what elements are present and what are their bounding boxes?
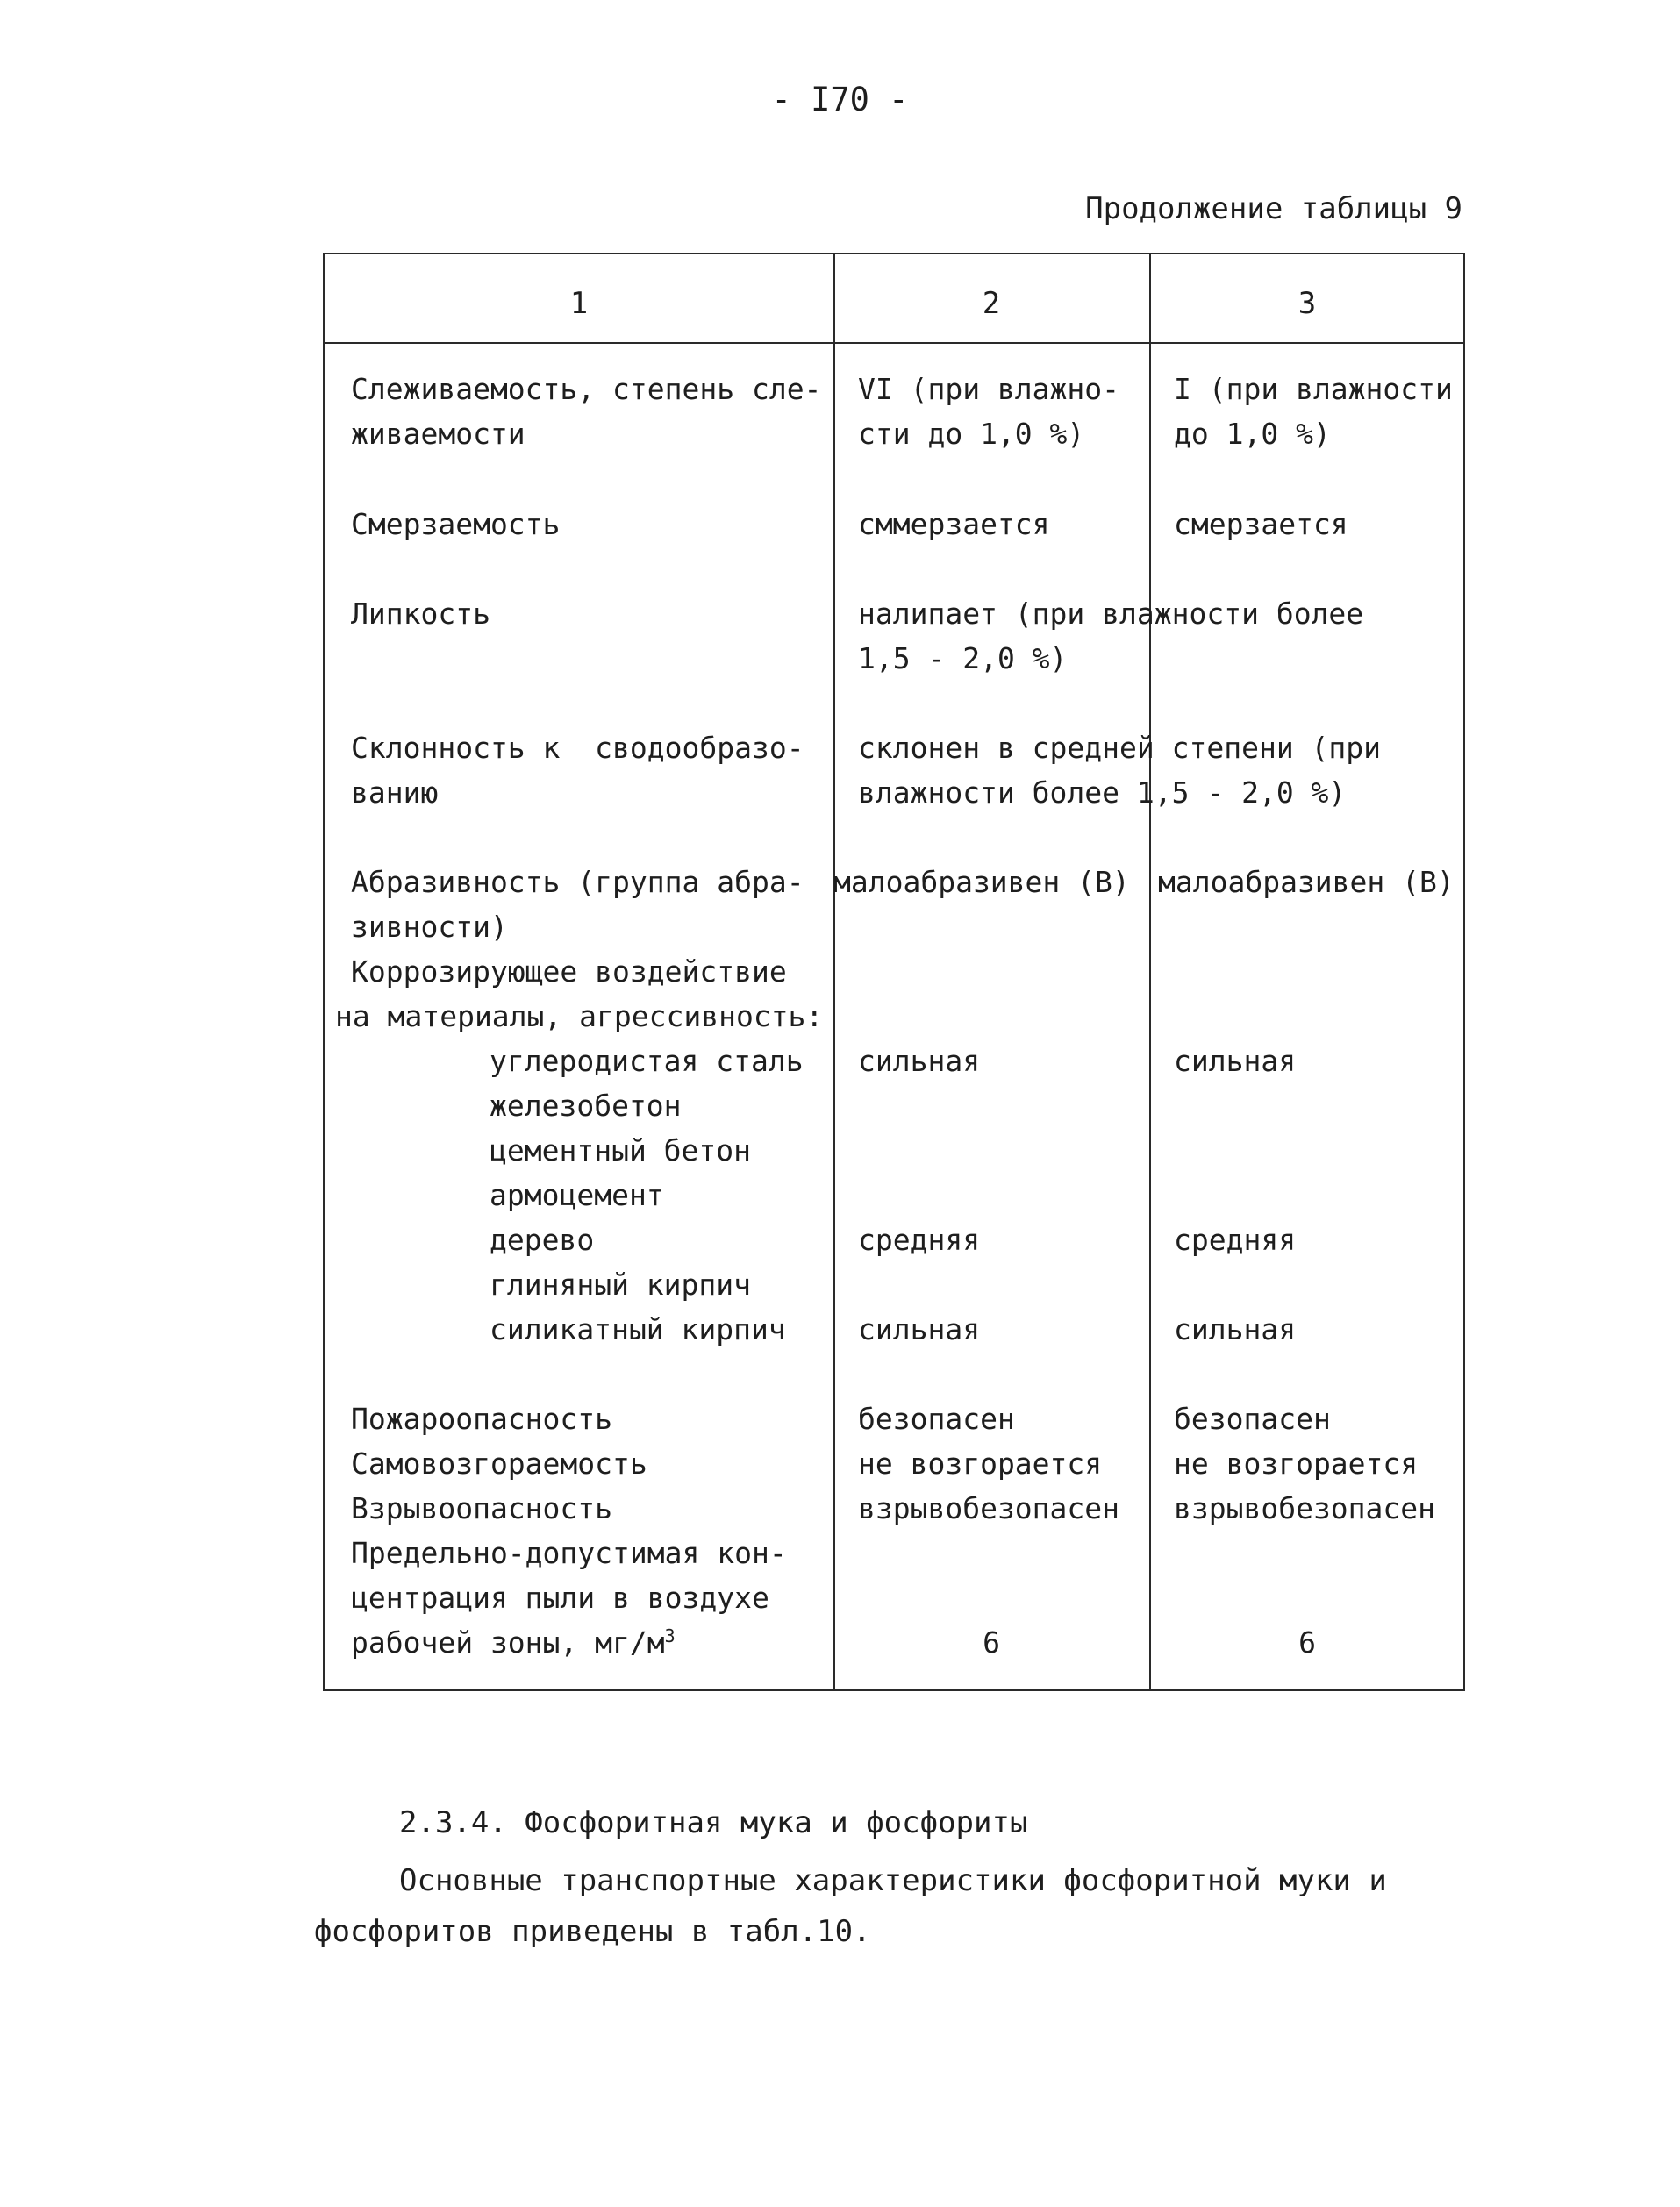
table-caption: Продолжение таблицы 9 (1085, 191, 1462, 226)
text-line: рабочей зоны, мг/м (351, 1625, 665, 1660)
cell-abrasive-col2: малоабразивен (В) (833, 865, 1130, 899)
cell-abrasive-col3: малоабразивен (В) (1158, 865, 1455, 899)
page-number: - I70 - (771, 81, 909, 118)
body-paragraph (314, 1855, 1455, 1957)
column-divider (1149, 254, 1151, 1689)
text-line: Предельно-допустимая кон- (351, 1536, 787, 1570)
material-clay-brick: глиняный кирпич (490, 1268, 752, 1302)
cell-wood-col2: средняя (858, 1223, 981, 1257)
cell-explosion-col3: взрывобезопасен (1174, 1491, 1436, 1525)
data-table (323, 253, 1465, 1691)
row-label-explosion-hazard: Взрывоопасность (351, 1491, 613, 1525)
cell-wood-col3: средняя (1174, 1223, 1297, 1257)
column-divider (833, 254, 835, 1689)
paragraph-text: Основные транспортные характеристики фосфоритной муки и фосфоритов приведены в табл.10. (314, 1863, 1387, 1949)
header-col-1: 1 (569, 286, 589, 321)
cell-caking-col3 (1174, 367, 1453, 456)
cell-selfignite-col2: не возгорается (858, 1446, 1103, 1481)
text-line: 1,5 - 2,0 %) (858, 641, 1068, 675)
cell-mac-col3: 6 (1298, 1625, 1316, 1660)
text-line: Склонность к сводообразо- (351, 731, 804, 765)
material-silicate-brick: силикатный кирпич (490, 1312, 786, 1346)
material-reinforced-concrete: железобетон (490, 1089, 682, 1123)
text-line: влажности более 1,5 - 2,0 %) (858, 775, 1347, 810)
row-label-freezing: Смерзаемость (351, 507, 561, 541)
cell-caking-col2 (858, 367, 1119, 456)
row-label-abrasiveness (351, 860, 804, 949)
header-col-3: 3 (1298, 286, 1317, 321)
cell-freezing-col2: сммерзается (858, 507, 1050, 541)
text-line: ванию (351, 775, 439, 810)
cell-freezing-col3: смерзается (1174, 507, 1348, 541)
material-cement-concrete: цементный бетон (490, 1133, 752, 1168)
cell-arching-merged (858, 725, 1381, 815)
text-line: зивности) (351, 910, 508, 944)
text-line: центрация пыли в воздухе (351, 1581, 769, 1615)
cell-explosion-col2: взрывобезопасен (858, 1491, 1120, 1525)
cell-silicate-col2: сильная (858, 1312, 981, 1346)
row-label-fire-hazard: Пожароопасность (351, 1402, 613, 1436)
text-line: Слеживаемость, степень сле- (351, 372, 822, 406)
text-line: I (при влажности (1174, 372, 1453, 406)
text-line: Абразивность (группа абра- (351, 865, 804, 899)
material-carbon-steel: углеродистая сталь (490, 1044, 804, 1078)
text-line: сти до 1,0 %) (858, 417, 1085, 451)
cell-stickiness-merged (858, 591, 1363, 681)
text-line: до 1,0 %) (1174, 417, 1331, 451)
header-divider (325, 342, 1463, 344)
cell-mac-col2: 6 (983, 1625, 1000, 1660)
header-col-2: 2 (982, 286, 1001, 321)
material-wood: дерево (490, 1223, 595, 1257)
row-label-self-ignition: Самовозгораемость (351, 1446, 647, 1481)
cell-silicate-col3: сильная (1174, 1312, 1297, 1346)
cell-selfignite-col3: не возгорается (1174, 1446, 1419, 1481)
cell-fire-col2: безопасен (858, 1402, 1015, 1436)
text-line: налипает (при влажности более (858, 596, 1364, 631)
row-label-max-concentration (351, 1531, 787, 1665)
text-line: живаемости (351, 417, 525, 451)
row-label-corrosion: Коррозирующее воздействие (351, 954, 787, 989)
text-line: склонен в средней степени (при (858, 731, 1382, 765)
cell-fire-col3: безопасен (1174, 1402, 1331, 1436)
material-ferrocement: армоцемент (490, 1178, 664, 1212)
text-line: VI (при влажно- (858, 372, 1120, 406)
row-label-arching (351, 725, 804, 815)
cell-steel-col3: сильная (1174, 1044, 1297, 1078)
cell-steel-col2: сильная (858, 1044, 981, 1078)
row-label-corrosion-cont: на материалы, агрессивность: (335, 999, 824, 1033)
row-label-caking (351, 367, 821, 456)
superscript: 3 (664, 1625, 676, 1646)
row-label-stickiness: Липкость (351, 596, 490, 631)
section-heading: 2.3.4. Фосфоритная мука и фосфориты (399, 1805, 1028, 1840)
